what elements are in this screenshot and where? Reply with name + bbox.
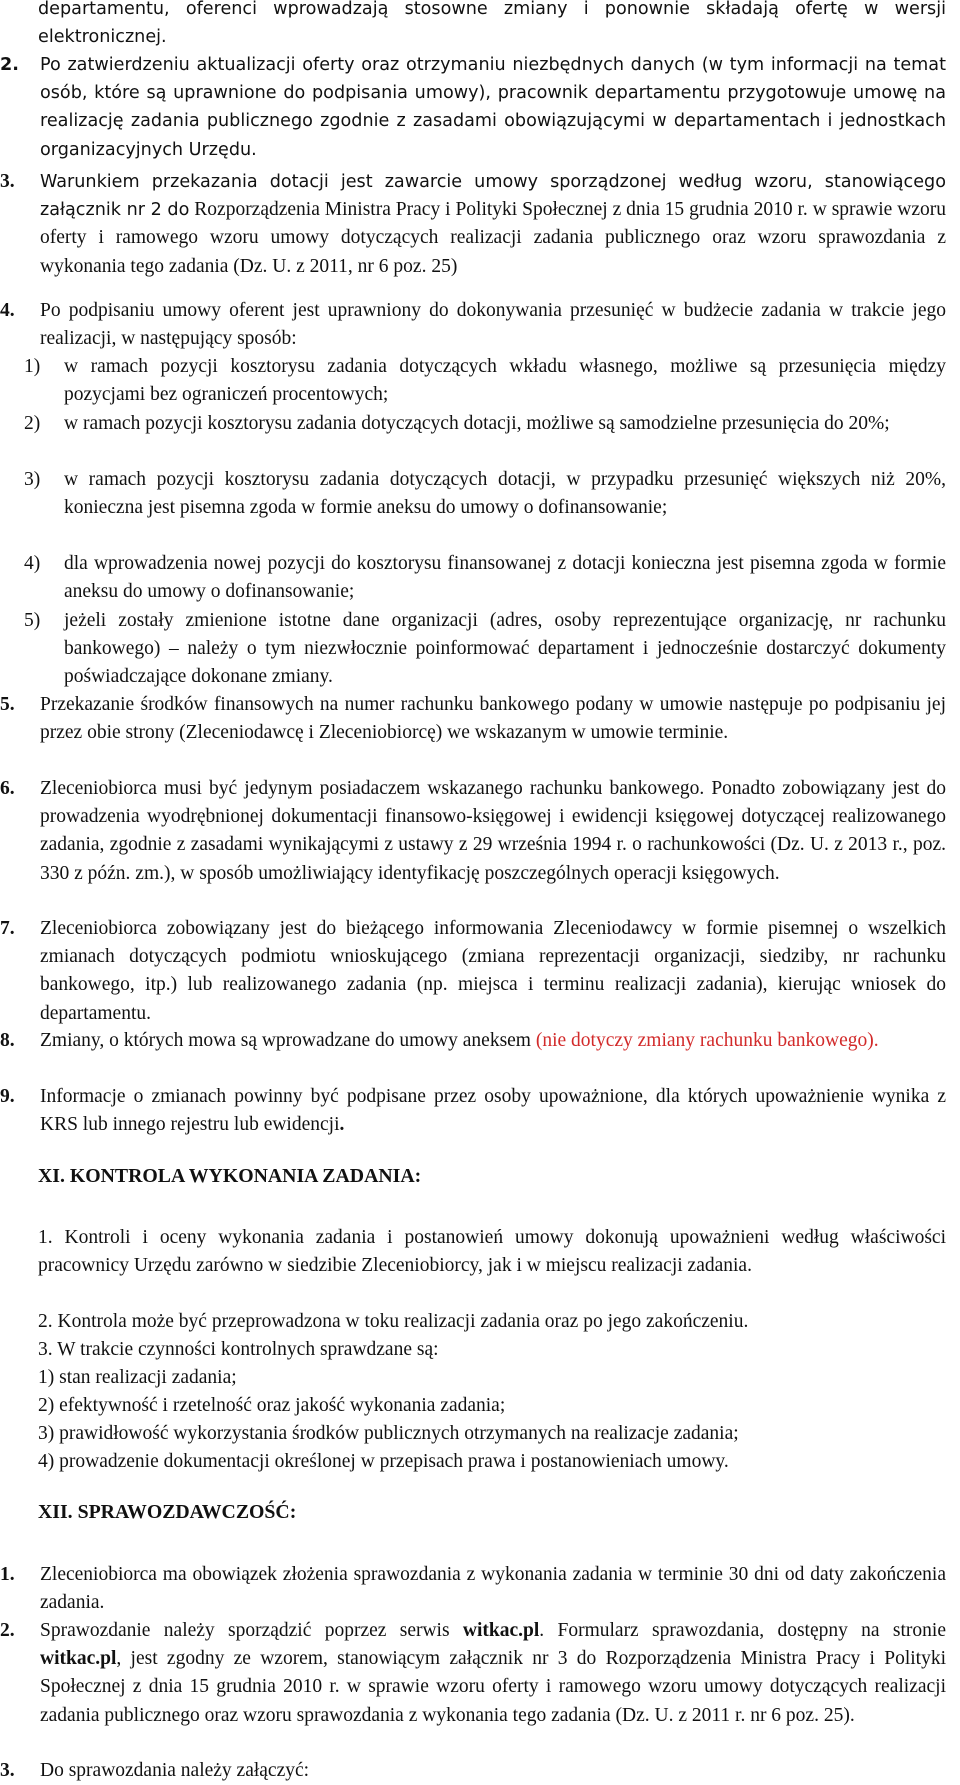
sub-item-5: [24, 607, 946, 692]
xi-paragraph-1: 1. Kontroli i oceny wykonania zadania i postanowień umowy dokonują upoważnieni według właściwości pracownicy Urzędu zarówno w siedzibie Zleceniobiorcy, jak i w miejscu realizacji zadania.: [38, 1227, 946, 1277]
xi-paragraph-2: 2. Kontrola może być przeprowadzona w toku realizacji zadania oraz po jego zakończeniu.: [38, 1311, 749, 1332]
witkac-link[interactable]: witkac.pl: [40, 1648, 117, 1670]
sub-item-text: jeżeli zostały zmienione istotne dane organizacji (adres, osoby reprezentujące organizację, nr rachunku bankowego) – należy o tym niezwłocznie poinformować departament i jednocześnie dostarczyć dokumenty poświadczające dokonane zmiany.: [64, 610, 946, 688]
item-text: Po podpisaniu umowy oferent jest uprawniony do dokonywania przesunięć w budżecie zadania w trakcie jego realizacji, w następujący sposób:: [40, 300, 946, 350]
item-text: Po zatwierdzeniu aktualizacji oferty oraz otrzymaniu niezbędnych danych (w tym informacji na temat osób, które są uprawnione do podpisania umowy), pracownik departamentu przygotowuje umowę na realizację zadania publicznego zgodnie z zasadami obowiązującymi w departamentach i jednostkach organizacyjnych Urzędu.: [40, 55, 946, 160]
sub-item-text: w ramach pozycji kosztorysu zadania dotyczących dotacji, w przypadku przesunięć większych niż 20%, konieczna jest pisemna zgoda w formie aneksu do umowy o dofinansowanie;: [64, 469, 946, 519]
item-number: 9.: [0, 1086, 15, 1107]
continuation-text: departamentu, oferenci wprowadzają stosowne zmiany i ponownie składają ofertę w wersji elektronicznej.: [38, 0, 946, 48]
item-number: 1.: [0, 1564, 15, 1585]
list-item-7: [0, 915, 946, 1028]
sub-item-label: 1): [24, 356, 41, 377]
xi-list-item: 2) efektywność i rzetelność oraz jakość wykonania zadania;: [38, 1395, 506, 1416]
list-item-3: [0, 168, 946, 281]
xii-item-2: [0, 1617, 946, 1730]
sub-item-1: [24, 353, 946, 409]
list-item-6: [0, 775, 946, 888]
list-item-8: [0, 1027, 946, 1055]
sub-item-label: 2): [24, 413, 41, 434]
sub-item-text: w ramach pozycji kosztorysu zadania dotyczących wkładu własnego, możliwe są przesunięcia między pozycjami bez ograniczeń procentowych;: [64, 356, 946, 406]
sub-item-4: [24, 550, 946, 606]
item-text-end: .: [339, 1114, 345, 1136]
item-number: 8.: [0, 1030, 15, 1051]
xi-list-item: 3) prawidłowość wykorzystania środków publicznych otrzymanych na realizacje zadania;: [38, 1423, 739, 1444]
item-number: 2.: [0, 1620, 15, 1641]
item-text: Zleceniobiorca musi być jedynym posiadaczem wskazanego rachunku bankowego. Ponadto zobowiązany jest do prowadzenia wyodrębnionej dokumentacji finansowo-księgowej i ewidencji księgowej dotyczącej realizowanego zadania, zgodnie z zasadami wynikającymi z ustawy z 29 września 1994 r. o rachunkowości (Dz. U. z 2013 r., poz. 330 z późn. zm.), w sposób umożliwiający identyfikację poszczególnych operacji księgowych.: [40, 778, 946, 884]
item-text: . Formularz sprawozdania, dostępny na stronie: [539, 1620, 946, 1641]
witkac-link[interactable]: witkac.pl: [462, 1620, 540, 1641]
item-text: Zleceniobiorca zobowiązany jest do bieżącego informowania Zleceniodawcy w formie pisemnej o wszelkich zmianach dotyczących podmiotu wnioskującego (zmiana reprezentacji organizacji, siedziby, nr rachunku bankowego, itp.) lub realizowanego zadania (np. miejsca i terminu realizacji zadania), kierując wniosek do departamentu.: [40, 918, 946, 1024]
sub-item-label: 5): [24, 610, 41, 631]
item-number: 4.: [0, 300, 15, 321]
sub-item-label: 3): [24, 469, 41, 490]
xi-list-item: 4) prowadzenie dokumentacji określonej w przepisach prawa i postanowieniach umowy.: [38, 1451, 729, 1472]
sub-item-2: [24, 410, 946, 438]
xii-item-3: [0, 1757, 946, 1785]
item-text: Do sprawozdania należy załączyć:: [40, 1760, 310, 1781]
xi-paragraph-3: 3. W trakcie czynności kontrolnych sprawdzane są:: [38, 1339, 439, 1360]
xii-item-1: [0, 1561, 946, 1617]
sub-item-text: w ramach pozycji kosztorysu zadania dotyczących dotacji, możliwe są samodzielne przesunięcia do 20%;: [64, 413, 890, 434]
list-item-4: [0, 297, 946, 353]
sub-item-text: dla wprowadzenia nowej pozycji do kosztorysu finansowanej z dotacji konieczna jest pisemna zgoda w formie aneksu do umowy o dofinansowanie;: [64, 553, 946, 603]
item-number: 2.: [0, 55, 19, 75]
item-text: , jest zgodny ze wzorem, stanowiącym załącznik nr 3 do Rozporządzenia Ministra Pracy i Polityki Społecznej z dnia 15 grudnia 2010 r. w sprawie wzoru oferty i ramowego wzoru umowy dotyczących realizacji zadania publicznego oraz wzoru sprawozdania z wykonania tego zadania (Dz. U. z 2011 r. nr 6 poz. 25).: [40, 1648, 946, 1726]
item-text: Sprawozdanie należy sporządzić poprzez serwis: [40, 1620, 450, 1641]
list-item-9: [0, 1083, 946, 1139]
item-text: Informacje o zmianach powinny być podpisane przez osoby upoważnione, dla których upoważnienie wynika z KRS lub innego rejestru lub ewidencji: [40, 1086, 946, 1136]
item-number: 3.: [0, 1760, 15, 1781]
section-heading-xii: XII. SPRAWOZDAWCZOŚĆ:: [38, 1501, 297, 1523]
list-item-2: [0, 51, 946, 164]
sub-item-label: 4): [24, 553, 41, 574]
item-text: Przekazanie środków finansowych na numer rachunku bankowego podany w umowie następuje po podpisaniu jej przez obie strony (Zleceniodawcę i Zleceniobiorcę) we wskazanym w umowie terminie.: [40, 694, 946, 744]
item-number: 7.: [0, 918, 15, 939]
red-note: (nie dotyczy zmiany rachunku bankowego).: [535, 1030, 879, 1051]
item-text: Zleceniobiorca ma obowiązek złożenia sprawozdania z wykonania zadania w terminie 30 dni od daty zakończenia zadania.: [40, 1564, 946, 1614]
item-number: 5.: [0, 694, 15, 715]
sub-item-3: [24, 466, 946, 522]
xi-list-item: 1) stan realizacji zadania;: [38, 1367, 237, 1388]
section-heading-xi: XI. KONTROLA WYKONANIA ZADANIA:: [38, 1165, 422, 1187]
item-text: Zmiany, o których mowa są wprowadzane do umowy aneksem: [40, 1030, 531, 1051]
list-item-5: [0, 691, 946, 747]
continuation-paragraph: [38, 0, 946, 51]
item-text-serif: Rozporządzenia Ministra Pracy i Polityki Społecznej z dnia 15 grudnia 2010 r. w sprawie wzoru oferty i ramowego wzoru umowy dotyczących realizacji zadania publicznego oraz wzoru sprawozdania z wykonania tego zadania (Dz. U. z 2011, nr 6 poz. 25): [40, 199, 946, 277]
item-text-sans: Warunkiem przekazania dotacji jest zawarcie umowy sporządzonej według wzoru, stanowiącego załącznik nr 2 do: [40, 172, 946, 221]
item-number: 3.: [0, 171, 15, 192]
item-number: 6.: [0, 778, 15, 799]
